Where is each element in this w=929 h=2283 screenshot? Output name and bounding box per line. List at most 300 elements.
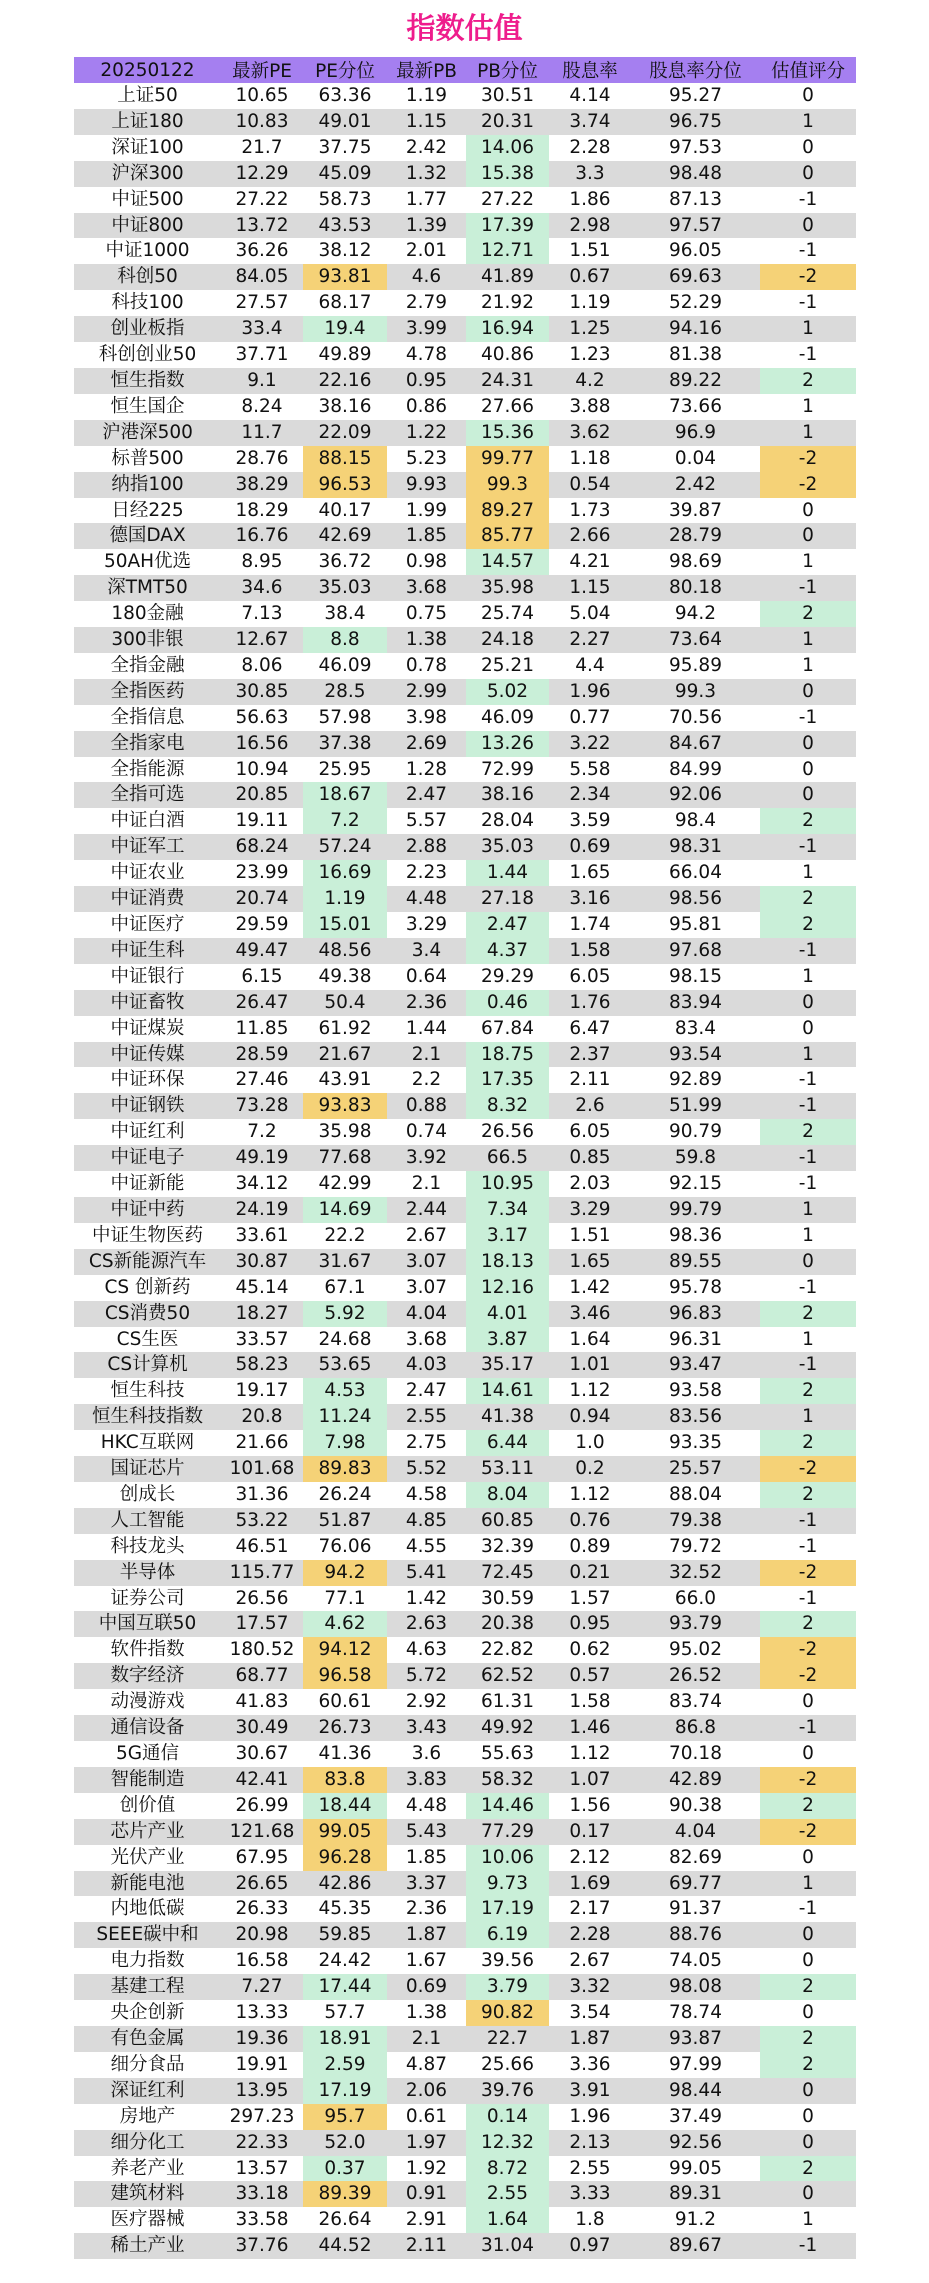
latest-pe-cell: 16.58	[221, 1948, 303, 1974]
pe-percentile-cell: 18.67	[303, 782, 387, 808]
dividend-yield-cell: 1.64	[549, 1327, 631, 1353]
latest-pe-cell: 30.67	[221, 1741, 303, 1767]
valuation-score-cell: -1	[760, 1715, 856, 1741]
latest-pb-cell: 3.4	[387, 938, 466, 964]
dividend-yield-percentile-cell: 74.05	[631, 1948, 760, 1974]
latest-pe-cell: 34.12	[221, 1171, 303, 1197]
valuation-score-cell: -1	[760, 575, 856, 601]
valuation-score-cell: 2	[760, 2052, 856, 2078]
pb-percentile-cell: 46.09	[466, 705, 549, 731]
index-name-cell: 创业板指	[74, 316, 221, 342]
pe-percentile-cell: 95.7	[303, 2104, 387, 2130]
pb-percentile-cell: 20.38	[466, 1611, 549, 1637]
index-name-cell: 300非银	[74, 627, 221, 653]
valuation-score-cell: 1	[760, 1871, 856, 1897]
dividend-yield-percentile-cell: 87.13	[631, 187, 760, 213]
latest-pb-cell: 2.2	[387, 1067, 466, 1093]
dividend-yield-cell: 2.17	[549, 1896, 631, 1922]
table-row	[74, 1016, 856, 1042]
table-row	[74, 1586, 856, 1612]
latest-pb-cell: 2.42	[387, 135, 466, 161]
dividend-yield-cell: 2.6	[549, 1093, 631, 1119]
index-name-cell: 有色金属	[74, 2026, 221, 2052]
dividend-yield-cell: 3.22	[549, 731, 631, 757]
latest-pe-cell: 17.57	[221, 1611, 303, 1637]
pb-percentile-cell: 72.99	[466, 757, 549, 783]
pb-percentile-cell: 27.22	[466, 187, 549, 213]
dividend-yield-cell: 3.3	[549, 161, 631, 187]
index-name-cell: 证券公司	[74, 1586, 221, 1612]
dividend-yield-cell: 1.51	[549, 238, 631, 264]
dividend-yield-percentile-cell: 93.54	[631, 1042, 760, 1068]
table-row	[74, 990, 856, 1016]
latest-pe-cell: 28.76	[221, 446, 303, 472]
pb-percentile-cell: 35.17	[466, 1352, 549, 1378]
table-row	[74, 213, 856, 239]
dividend-yield-cell: 0.69	[549, 834, 631, 860]
pe-percentile-cell: 49.38	[303, 964, 387, 990]
valuation-score-cell: 1	[760, 420, 856, 446]
latest-pe-cell: 67.95	[221, 1845, 303, 1871]
dividend-yield-percentile-cell: 97.53	[631, 135, 760, 161]
latest-pb-cell: 2.79	[387, 290, 466, 316]
pb-percentile-cell: 25.66	[466, 2052, 549, 2078]
pe-percentile-cell: 21.67	[303, 1042, 387, 1068]
valuation-score-cell: -1	[760, 1171, 856, 1197]
pe-percentile-cell: 18.44	[303, 1793, 387, 1819]
pb-percentile-cell: 49.92	[466, 1715, 549, 1741]
index-name-cell: 基建工程	[74, 1974, 221, 2000]
index-name-cell: SEEE碳中和	[74, 1922, 221, 1948]
dividend-yield-cell: 1.76	[549, 990, 631, 1016]
valuation-score-cell: 2	[760, 1378, 856, 1404]
dividend-yield-percentile-cell: 93.79	[631, 1611, 760, 1637]
table-row	[74, 808, 856, 834]
table-row	[74, 2130, 856, 2156]
index-name-cell: 科创50	[74, 264, 221, 290]
index-name-cell: 科技龙头	[74, 1534, 221, 1560]
latest-pb-cell: 2.91	[387, 2207, 466, 2233]
index-name-cell: 建筑材料	[74, 2181, 221, 2207]
valuation-score-cell: 0	[760, 2130, 856, 2156]
latest-pe-cell: 121.68	[221, 1819, 303, 1845]
latest-pb-cell: 1.92	[387, 2156, 466, 2182]
table-row	[74, 1404, 856, 1430]
dividend-yield-cell: 0.21	[549, 1560, 631, 1586]
pb-percentile-cell: 27.66	[466, 394, 549, 420]
dividend-yield-cell: 1.19	[549, 290, 631, 316]
valuation-score-cell: -1	[760, 938, 856, 964]
table-row	[74, 757, 856, 783]
latest-pb-cell: 0.69	[387, 1974, 466, 2000]
pb-percentile-cell: 24.18	[466, 627, 549, 653]
latest-pe-cell: 42.41	[221, 1767, 303, 1793]
table-row	[74, 2156, 856, 2182]
valuation-score-cell: -1	[760, 1586, 856, 1612]
pb-percentile-cell: 99.77	[466, 446, 549, 472]
pe-percentile-cell: 59.85	[303, 1922, 387, 1948]
dividend-yield-cell: 3.33	[549, 2181, 631, 2207]
pe-percentile-cell: 11.24	[303, 1404, 387, 1430]
dividend-yield-percentile-cell: 25.57	[631, 1456, 760, 1482]
valuation-score-cell: 2	[760, 1430, 856, 1456]
index-name-cell: 中证环保	[74, 1067, 221, 1093]
dividend-yield-percentile-cell: 98.15	[631, 964, 760, 990]
latest-pb-cell: 5.57	[387, 808, 466, 834]
index-name-cell: 中证白酒	[74, 808, 221, 834]
pb-percentile-cell: 12.32	[466, 2130, 549, 2156]
latest-pe-cell: 58.23	[221, 1352, 303, 1378]
latest-pb-cell: 2.44	[387, 1197, 466, 1223]
valuation-score-cell: -1	[760, 705, 856, 731]
pb-percentile-cell: 14.57	[466, 549, 549, 575]
pe-percentile-cell: 89.39	[303, 2181, 387, 2207]
index-name-cell: 50AH优选	[74, 549, 221, 575]
valuation-score-cell: 0	[760, 213, 856, 239]
pe-percentile-cell: 40.17	[303, 498, 387, 524]
dividend-yield-cell: 5.04	[549, 601, 631, 627]
dividend-yield-percentile-cell: 83.74	[631, 1689, 760, 1715]
table-row	[74, 2000, 856, 2026]
pb-percentile-cell: 85.77	[466, 523, 549, 549]
table-row	[74, 653, 856, 679]
latest-pe-cell: 34.6	[221, 575, 303, 601]
table-row	[74, 420, 856, 446]
valuation-score-cell: -2	[760, 1663, 856, 1689]
pe-percentile-cell: 45.09	[303, 161, 387, 187]
valuation-table	[74, 57, 856, 2259]
dividend-yield-percentile-cell: 59.8	[631, 1145, 760, 1171]
dividend-yield-cell: 0.62	[549, 1637, 631, 1663]
dividend-yield-cell: 0.57	[549, 1663, 631, 1689]
table-row	[74, 575, 856, 601]
latest-pb-cell: 1.67	[387, 1948, 466, 1974]
latest-pb-cell: 1.77	[387, 187, 466, 213]
valuation-score-cell: 0	[760, 135, 856, 161]
pb-percentile-cell: 60.85	[466, 1508, 549, 1534]
header-dividend-yield: 股息率	[549, 57, 631, 83]
pb-percentile-cell: 28.04	[466, 808, 549, 834]
dividend-yield-percentile-cell: 69.63	[631, 264, 760, 290]
index-name-cell: 中证军工	[74, 834, 221, 860]
latest-pe-cell: 10.65	[221, 83, 303, 109]
dividend-yield-percentile-cell: 93.47	[631, 1352, 760, 1378]
table-row	[74, 1067, 856, 1093]
dividend-yield-percentile-cell: 88.76	[631, 1922, 760, 1948]
latest-pe-cell: 180.52	[221, 1637, 303, 1663]
dividend-yield-cell: 2.34	[549, 782, 631, 808]
table-row	[74, 1845, 856, 1871]
latest-pe-cell: 33.57	[221, 1327, 303, 1353]
latest-pe-cell: 18.29	[221, 498, 303, 524]
dividend-yield-cell: 1.0	[549, 1430, 631, 1456]
dividend-yield-percentile-cell: 96.05	[631, 238, 760, 264]
pe-percentile-cell: 19.4	[303, 316, 387, 342]
dividend-yield-percentile-cell: 92.15	[631, 1171, 760, 1197]
valuation-score-cell: 1	[760, 964, 856, 990]
table-row	[74, 2052, 856, 2078]
latest-pe-cell: 11.85	[221, 1016, 303, 1042]
pe-percentile-cell: 42.99	[303, 1171, 387, 1197]
pb-percentile-cell: 30.59	[466, 1586, 549, 1612]
dividend-yield-cell: 2.03	[549, 1171, 631, 1197]
pb-percentile-cell: 9.73	[466, 1871, 549, 1897]
pb-percentile-cell: 17.35	[466, 1067, 549, 1093]
valuation-score-cell: 1	[760, 1327, 856, 1353]
dividend-yield-cell: 0.54	[549, 472, 631, 498]
table-row	[74, 1327, 856, 1353]
dividend-yield-percentile-cell: 98.4	[631, 808, 760, 834]
latest-pe-cell: 26.65	[221, 1871, 303, 1897]
dividend-yield-percentile-cell: 2.42	[631, 472, 760, 498]
latest-pe-cell: 28.59	[221, 1042, 303, 1068]
latest-pb-cell: 1.19	[387, 83, 466, 109]
table-row	[74, 1119, 856, 1145]
dividend-yield-cell: 2.13	[549, 2130, 631, 2156]
dividend-yield-cell: 3.62	[549, 420, 631, 446]
latest-pb-cell: 5.72	[387, 1663, 466, 1689]
pe-percentile-cell: 50.4	[303, 990, 387, 1016]
dividend-yield-cell: 3.54	[549, 2000, 631, 2026]
pb-percentile-cell: 90.82	[466, 2000, 549, 2026]
pb-percentile-cell: 35.03	[466, 834, 549, 860]
table-row	[74, 886, 856, 912]
latest-pb-cell: 1.15	[387, 109, 466, 135]
index-name-cell: 中证中药	[74, 1197, 221, 1223]
pe-percentile-cell: 42.69	[303, 523, 387, 549]
latest-pe-cell: 68.77	[221, 1663, 303, 1689]
latest-pe-cell: 7.13	[221, 601, 303, 627]
dividend-yield-cell: 6.47	[549, 1016, 631, 1042]
dividend-yield-percentile-cell: 0.04	[631, 446, 760, 472]
index-name-cell: 纳指100	[74, 472, 221, 498]
valuation-score-cell: 0	[760, 161, 856, 187]
table-row	[74, 1378, 856, 1404]
valuation-score-cell: -2	[760, 1456, 856, 1482]
latest-pb-cell: 1.85	[387, 523, 466, 549]
pb-percentile-cell: 0.46	[466, 990, 549, 1016]
pe-percentile-cell: 57.7	[303, 2000, 387, 2026]
dividend-yield-percentile-cell: 73.66	[631, 394, 760, 420]
index-name-cell: 中证医疗	[74, 912, 221, 938]
latest-pb-cell: 3.68	[387, 1327, 466, 1353]
valuation-score-cell: 0	[760, 1249, 856, 1275]
latest-pb-cell: 2.47	[387, 1378, 466, 1404]
dividend-yield-cell: 2.37	[549, 1042, 631, 1068]
index-name-cell: 中证800	[74, 213, 221, 239]
pb-percentile-cell: 77.29	[466, 1819, 549, 1845]
valuation-score-cell: 2	[760, 1793, 856, 1819]
latest-pe-cell: 13.72	[221, 213, 303, 239]
table-row	[74, 1948, 856, 1974]
pb-percentile-cell: 15.38	[466, 161, 549, 187]
latest-pb-cell: 2.36	[387, 1896, 466, 1922]
dividend-yield-cell: 0.85	[549, 1145, 631, 1171]
dividend-yield-cell: 0.2	[549, 1456, 631, 1482]
valuation-score-cell: 2	[760, 1119, 856, 1145]
latest-pb-cell: 3.6	[387, 1741, 466, 1767]
latest-pb-cell: 1.22	[387, 420, 466, 446]
table-row	[74, 1508, 856, 1534]
dividend-yield-percentile-cell: 84.99	[631, 757, 760, 783]
latest-pb-cell: 1.28	[387, 757, 466, 783]
pb-percentile-cell: 38.16	[466, 782, 549, 808]
pb-percentile-cell: 7.34	[466, 1197, 549, 1223]
latest-pb-cell: 2.06	[387, 2078, 466, 2104]
latest-pe-cell: 19.11	[221, 808, 303, 834]
dividend-yield-percentile-cell: 28.79	[631, 523, 760, 549]
latest-pe-cell: 30.85	[221, 679, 303, 705]
latest-pb-cell: 2.11	[387, 2233, 466, 2259]
pb-percentile-cell: 35.98	[466, 575, 549, 601]
latest-pe-cell: 12.67	[221, 627, 303, 653]
dividend-yield-percentile-cell: 92.89	[631, 1067, 760, 1093]
pe-percentile-cell: 67.1	[303, 1275, 387, 1301]
latest-pe-cell: 8.95	[221, 549, 303, 575]
dividend-yield-percentile-cell: 96.75	[631, 109, 760, 135]
index-name-cell: 科技100	[74, 290, 221, 316]
pe-percentile-cell: 43.53	[303, 213, 387, 239]
pb-percentile-cell: 12.71	[466, 238, 549, 264]
index-name-cell: 深证100	[74, 135, 221, 161]
pe-percentile-cell: 28.5	[303, 679, 387, 705]
table-body	[74, 83, 856, 2259]
dividend-yield-cell: 2.12	[549, 1845, 631, 1871]
valuation-score-cell: -2	[760, 1819, 856, 1845]
index-name-cell: 全指家电	[74, 731, 221, 757]
latest-pe-cell: 37.76	[221, 2233, 303, 2259]
latest-pb-cell: 2.67	[387, 1223, 466, 1249]
dividend-yield-percentile-cell: 84.67	[631, 731, 760, 757]
valuation-score-cell: 2	[760, 601, 856, 627]
latest-pb-cell: 1.44	[387, 1016, 466, 1042]
latest-pe-cell: 26.99	[221, 1793, 303, 1819]
index-name-cell: 中证500	[74, 187, 221, 213]
valuation-score-cell: 0	[760, 2078, 856, 2104]
latest-pe-cell: 20.98	[221, 1922, 303, 1948]
latest-pb-cell: 2.47	[387, 782, 466, 808]
pb-percentile-cell: 3.87	[466, 1327, 549, 1353]
valuation-score-cell: -1	[760, 1275, 856, 1301]
pe-percentile-cell: 93.81	[303, 264, 387, 290]
latest-pb-cell: 3.68	[387, 575, 466, 601]
valuation-score-cell: 0	[760, 523, 856, 549]
latest-pe-cell: 33.58	[221, 2207, 303, 2233]
valuation-score-cell: 1	[760, 1404, 856, 1430]
valuation-score-cell: 2	[760, 1974, 856, 2000]
latest-pb-cell: 3.07	[387, 1275, 466, 1301]
pe-percentile-cell: 37.75	[303, 135, 387, 161]
dividend-yield-cell: 1.15	[549, 575, 631, 601]
latest-pb-cell: 5.41	[387, 1560, 466, 1586]
latest-pb-cell: 3.92	[387, 1145, 466, 1171]
valuation-score-cell: 0	[760, 679, 856, 705]
latest-pe-cell: 45.14	[221, 1275, 303, 1301]
dividend-yield-percentile-cell: 89.22	[631, 368, 760, 394]
index-name-cell: 180金融	[74, 601, 221, 627]
pe-percentile-cell: 22.2	[303, 1223, 387, 1249]
latest-pe-cell: 33.18	[221, 2181, 303, 2207]
table-row	[74, 1560, 856, 1586]
latest-pb-cell: 0.78	[387, 653, 466, 679]
latest-pe-cell: 18.27	[221, 1301, 303, 1327]
index-name-cell: 全指金融	[74, 653, 221, 679]
latest-pe-cell: 31.36	[221, 1482, 303, 1508]
pb-percentile-cell: 25.74	[466, 601, 549, 627]
pe-percentile-cell: 31.67	[303, 1249, 387, 1275]
latest-pb-cell: 2.1	[387, 1042, 466, 1068]
index-name-cell: 中证消费	[74, 886, 221, 912]
latest-pb-cell: 3.83	[387, 1767, 466, 1793]
latest-pb-cell: 2.1	[387, 1171, 466, 1197]
valuation-score-cell: 1	[760, 316, 856, 342]
latest-pe-cell: 8.06	[221, 653, 303, 679]
pe-percentile-cell: 35.03	[303, 575, 387, 601]
pe-percentile-cell: 4.62	[303, 1611, 387, 1637]
valuation-score-cell: 1	[760, 1042, 856, 1068]
latest-pb-cell: 2.75	[387, 1430, 466, 1456]
dividend-yield-cell: 0.97	[549, 2233, 631, 2259]
pe-percentile-cell: 61.92	[303, 1016, 387, 1042]
dividend-yield-percentile-cell: 86.8	[631, 1715, 760, 1741]
dividend-yield-percentile-cell: 97.68	[631, 938, 760, 964]
valuation-score-cell: 2	[760, 1301, 856, 1327]
valuation-score-cell: 0	[760, 731, 856, 757]
pb-percentile-cell: 1.44	[466, 860, 549, 886]
latest-pe-cell: 8.24	[221, 394, 303, 420]
pe-percentile-cell: 51.87	[303, 1508, 387, 1534]
dividend-yield-cell: 1.23	[549, 342, 631, 368]
dividend-yield-percentile-cell: 98.56	[631, 886, 760, 912]
pb-percentile-cell: 30.51	[466, 83, 549, 109]
dividend-yield-cell: 6.05	[549, 1119, 631, 1145]
latest-pe-cell: 297.23	[221, 2104, 303, 2130]
latest-pe-cell: 11.7	[221, 420, 303, 446]
pb-percentile-cell: 17.19	[466, 1896, 549, 1922]
index-name-cell: CS生医	[74, 1327, 221, 1353]
latest-pe-cell: 115.77	[221, 1560, 303, 1586]
dividend-yield-percentile-cell: 94.16	[631, 316, 760, 342]
dividend-yield-cell: 0.17	[549, 1819, 631, 1845]
dividend-yield-percentile-cell: 95.02	[631, 1637, 760, 1663]
valuation-score-cell: 0	[760, 1741, 856, 1767]
valuation-score-cell: 0	[760, 1016, 856, 1042]
index-name-cell: CS 创新药	[74, 1275, 221, 1301]
dividend-yield-percentile-cell: 69.77	[631, 1871, 760, 1897]
pb-percentile-cell: 2.47	[466, 912, 549, 938]
latest-pe-cell: 12.29	[221, 161, 303, 187]
index-name-cell: 恒生科技指数	[74, 1404, 221, 1430]
pe-percentile-cell: 94.12	[303, 1637, 387, 1663]
index-name-cell: 中证传媒	[74, 1042, 221, 1068]
dividend-yield-percentile-cell: 98.31	[631, 834, 760, 860]
pe-percentile-cell: 14.69	[303, 1197, 387, 1223]
pe-percentile-cell: 89.83	[303, 1456, 387, 1482]
pb-percentile-cell: 1.64	[466, 2207, 549, 2233]
index-name-cell: 中证钢铁	[74, 1093, 221, 1119]
table-row	[74, 1922, 856, 1948]
index-name-cell: 央企创新	[74, 2000, 221, 2026]
pe-percentile-cell: 77.1	[303, 1586, 387, 1612]
dividend-yield-percentile-cell: 80.18	[631, 575, 760, 601]
pb-percentile-cell: 27.18	[466, 886, 549, 912]
index-name-cell: 科创创业50	[74, 342, 221, 368]
table-row	[74, 368, 856, 394]
pb-percentile-cell: 55.63	[466, 1741, 549, 1767]
latest-pb-cell: 2.36	[387, 990, 466, 1016]
valuation-score-cell: 1	[760, 860, 856, 886]
index-name-cell: 中证1000	[74, 238, 221, 264]
